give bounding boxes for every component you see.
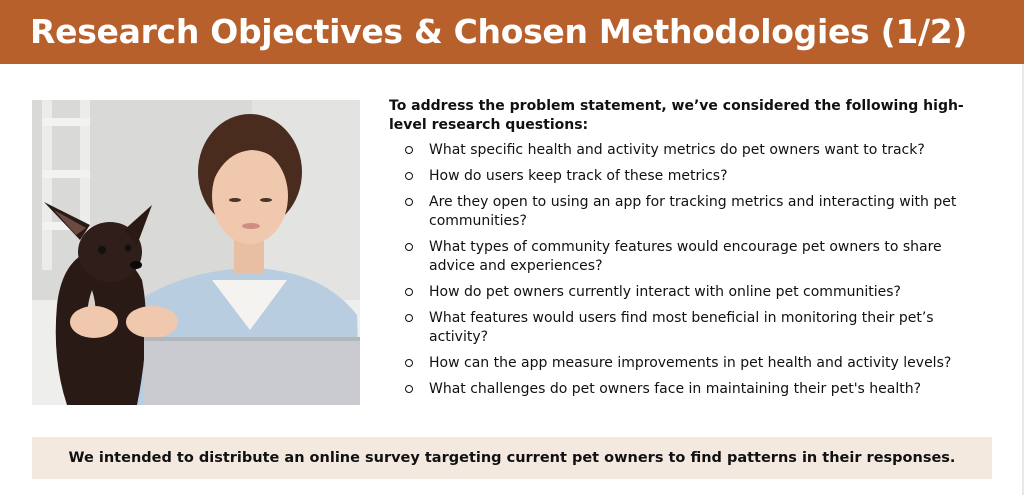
- hollow-bullet-icon: [405, 314, 413, 322]
- title-bar: [0, 0, 1024, 64]
- hollow-bullet-icon: [405, 385, 413, 393]
- list-item: [389, 309, 989, 347]
- question-text: How do users keep track of these metrics?: [429, 168, 728, 184]
- hollow-bullet-icon: [405, 359, 413, 367]
- question-text: Are they open to using an app for tracking metrics and interacting with pet communities?: [429, 194, 957, 229]
- list-item: [389, 141, 989, 160]
- hollow-bullet-icon: [405, 243, 413, 251]
- hollow-bullet-icon: [405, 146, 413, 154]
- list-item: [389, 354, 989, 373]
- hollow-bullet-icon: [405, 198, 413, 206]
- methodology-callout: [32, 437, 992, 479]
- question-text: How can the app measure improvements in pet health and activity levels?: [429, 355, 952, 371]
- research-questions-panel: [389, 97, 989, 406]
- question-text: What specific health and activity metrics do pet owners want to track?: [429, 142, 925, 158]
- question-text: What types of community features would encourage pet owners to share advice and experiences?: [429, 239, 942, 274]
- slide-title: Research Objectives & Chosen Methodologies (1/2): [30, 12, 968, 51]
- question-text: How do pet owners currently interact with online pet communities?: [429, 284, 901, 300]
- hollow-bullet-icon: [405, 288, 413, 296]
- intro-text: To address the problem statement, we’ve considered the following high-level research questions:: [389, 98, 964, 133]
- question-text: What challenges do pet owners face in maintaining their pet's health?: [429, 381, 922, 397]
- list-item: [389, 193, 989, 231]
- question-text: What features would users find most beneficial in monitoring their pet’s activity?: [429, 310, 934, 345]
- hollow-bullet-icon: [405, 172, 413, 180]
- question-list: [389, 141, 989, 399]
- methodology-text: We intended to distribute an online survey targeting current pet owners to find patterns in their responses.: [68, 450, 956, 466]
- list-item: [389, 167, 989, 186]
- photo-woman-with-dog: [32, 100, 360, 405]
- list-item: [389, 283, 989, 302]
- list-item: [389, 238, 989, 276]
- list-item: [389, 380, 989, 399]
